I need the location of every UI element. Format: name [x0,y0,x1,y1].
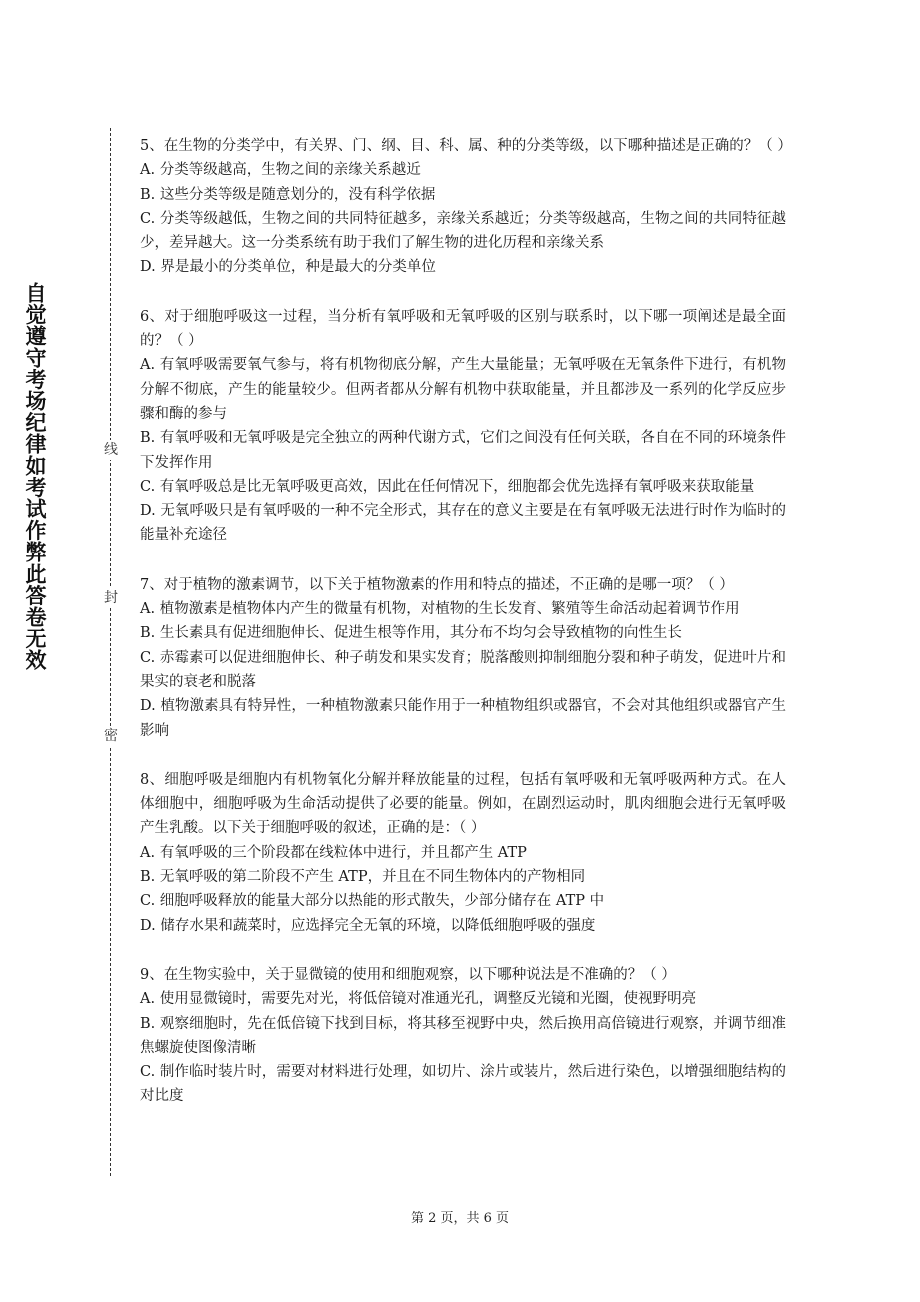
option-b: B. 观察细胞时，先在低倍镜下找到目标，将其移至视野中央，然后换用高倍镜进行观察，并调节细准焦螺旋使图像清晰 [140,1015,786,1056]
option-b: B. 有氧呼吸和无氧呼吸是完全独立的两种代谢方式，它们之间没有任何关联，各自在不同的环境条件下发挥作用 [140,430,786,471]
question-stem: 7、对于植物的激素调节，以下关于植物激素的作用和特点的描述，不正确的是哪一项？（ ） [140,576,734,593]
option-c: C. 细胞呼吸释放的能量大部分以热能的形式散失，少部分储存在 ATP 中 [140,893,605,910]
question-7 [140,573,786,743]
question-6 [140,305,786,548]
option-d: D. 无氧呼吸只是有氧呼吸的一种不完全形式，其存在的意义主要是在有氧呼吸无法进行时作为临时的能量补充途径 [140,503,786,544]
option-d: D. 植物激素具有特异性，一种植物激素只能作用于一种植物组织或器官，不会对其他组织或器官产生影响 [140,698,786,739]
option-b: B. 这些分类等级是随意划分的，没有科学依据 [140,186,436,203]
option-a: A. 使用显微镜时，需要先对光，将低倍镜对准通光孔，调整反光镜和光圈，使视野明亮 [140,991,697,1008]
option-c: C. 有氧呼吸总是比无氧呼吸更高效，因此在任何情况下，细胞都会优先选择有氧呼吸来获取能量 [140,478,755,495]
option-c: C. 赤霉素可以促进细胞伸长、种子萌发和果实发育；脱落酸则抑制细胞分裂和种子萌发，促进叶片和果实的衰老和脱落 [140,649,786,690]
question-8 [140,768,786,938]
option-a: A. 分类等级越高，生物之间的亲缘关系越近 [140,162,421,179]
option-a: A. 植物激素是植物体内产生的微量有机物，对植物的生长发育、繁殖等生命活动起着调节作用 [140,601,740,618]
seal-mark-secret: 密 [104,728,118,744]
question-stem: 5、在生物的分类学中，有关界、门、纲、目、科、属、种的分类等级，以下哪种描述是正确的？（ ） [140,138,792,154]
question-5 [140,134,792,280]
seal-mark-seal: 封 [104,590,118,606]
option-d: D. 储存水果和蔬菜时，应选择完全无氧的环境，以降低细胞呼吸的强度 [140,917,596,934]
question-list [140,134,792,1134]
exam-discipline-notice: 自觉遵守考场纪律如考试作弊此答卷无效 [23,282,47,671]
option-a: A. 有氧呼吸需要氧气参与，将有机物彻底分解，产生大量能量；无氧呼吸在无氧条件下进行，有机物分解不彻底，产生的能量较少。但两者都从分解有机物中获取能量，并且都涉及一系列的化学反应步骤和酶的参与 [140,357,786,422]
option-d: D. 界是最小的分类单位，种是最大的分类单位 [140,259,436,276]
option-c: C. 分类等级越低，生物之间的共同特征越多，亲缘关系越近；分类等级越高，生物之间的共同特征越少，差异越大。这一分类系统有助于我们了解生物的进化历程和亲缘关系 [140,210,786,252]
seal-mark-line: 线 [104,442,118,458]
option-b: B. 无氧呼吸的第二阶段不产生 ATP，并且在不同生物体内的产物相同 [140,869,586,886]
question-stem: 6、对于细胞呼吸这一过程，当分析有氧呼吸和无氧呼吸的区别与联系时，以下哪一项阐述是最全面的？（ ） [140,308,786,350]
option-c: C. 制作临时装片时，需要对材料进行处理，如切片、涂片或装片，然后进行染色，以增强细胞结构的对比度 [140,1064,786,1105]
option-a: A. 有氧呼吸的三个阶段都在线粒体中进行，并且都产生 ATP [140,844,527,861]
question-stem: 9、在生物实验中，关于显微镜的使用和细胞观察，以下哪种说法是不准确的？（ ） [140,966,676,983]
option-b: B. 生长素具有促进细胞伸长、促进生根等作用，其分布不均匀会导致植物的向性生长 [140,625,682,642]
page-number: 第 2 页，共 6 页 [410,1211,510,1226]
question-9 [140,963,786,1109]
question-stem: 8、细胞呼吸是细胞内有机物氧化分解并释放能量的过程，包括有氧呼吸和无氧呼吸两种方式。在人体细胞中，细胞呼吸为生命活动提供了必要的能量。例如，在剧烈运动时，肌肉细胞会进行无氧呼吸产生乳酸。以下关于细胞呼吸的叙述，正确的是：（ ） [140,771,786,837]
seal-dashed-line [110,128,111,1176]
